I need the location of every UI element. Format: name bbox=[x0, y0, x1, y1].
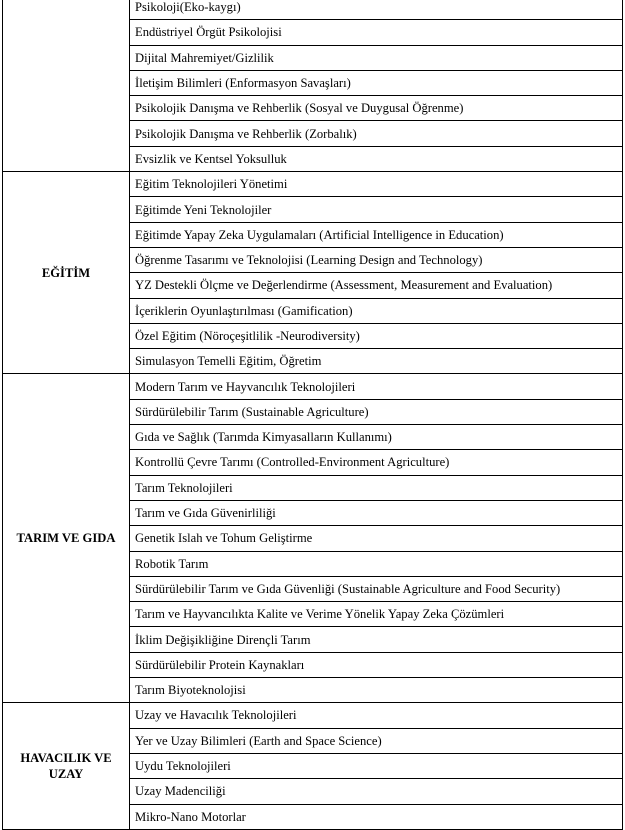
topic-cell: Özel Eğitim (Nöroçeşitlilik -Neurodiversity) bbox=[130, 323, 623, 348]
table-row bbox=[3, 374, 623, 399]
topic-cell: Yer ve Uzay Bilimleri (Earth and Space Science) bbox=[130, 728, 623, 753]
topic-cell: Endüstriyel Örgüt Psikolojisi bbox=[130, 20, 623, 45]
topic-cell: Kontrollü Çevre Tarımı (Controlled-Environment Agriculture) bbox=[130, 450, 623, 475]
topic-cell: Öğrenme Tasarımı ve Teknolojisi (Learning Design and Technology) bbox=[130, 247, 623, 272]
category-cell: HAVACILIK VE UZAY bbox=[3, 703, 130, 829]
topic-cell: İletişim Bilimleri (Enformasyon Savaşları) bbox=[130, 70, 623, 95]
topic-cell: Dijital Mahremiyet/Gizlilik bbox=[130, 45, 623, 70]
topic-cell: YZ Destekli Ölçme ve Değerlendirme (Assessment, Measurement and Evaluation) bbox=[130, 273, 623, 298]
topic-cell: Gıda ve Sağlık (Tarımda Kimyasalların Kullanımı) bbox=[130, 425, 623, 450]
table-row bbox=[3, 0, 623, 20]
topic-cell: İçeriklerin Oyunlaştırılması (Gamification) bbox=[130, 298, 623, 323]
topic-cell: İklim Değişikliğine Dirençli Tarım bbox=[130, 627, 623, 652]
topic-cell: Tarım ve Gıda Güvenirliliği bbox=[130, 500, 623, 525]
topic-cell: Uzay Madenciliği bbox=[130, 779, 623, 804]
topic-cell: Modern Tarım ve Hayvancılık Teknolojileri bbox=[130, 374, 623, 399]
topics-table-body bbox=[3, 0, 623, 829]
topic-cell: Sürdürülebilir Protein Kaynakları bbox=[130, 652, 623, 677]
topic-cell: Uzay ve Havacılık Teknolojileri bbox=[130, 703, 623, 728]
table-row bbox=[3, 703, 623, 728]
topic-cell: Tarım ve Hayvancılıkta Kalite ve Verime Yönelik Yapay Zeka Çözümleri bbox=[130, 602, 623, 627]
topic-cell: Mikro-Nano Motorlar bbox=[130, 804, 623, 829]
topic-cell: Eğitimde Yeni Teknolojiler bbox=[130, 197, 623, 222]
topic-cell: Robotik Tarım bbox=[130, 551, 623, 576]
topic-cell: Simulasyon Temelli Eğitim, Öğretim bbox=[130, 349, 623, 374]
topics-table bbox=[2, 0, 623, 830]
topic-cell: Psikoloji(Eko-kaygı) bbox=[130, 0, 623, 20]
topic-cell: Genetik Islah ve Tohum Geliştirme bbox=[130, 526, 623, 551]
topic-cell: Evsizlik ve Kentsel Yoksulluk bbox=[130, 146, 623, 171]
topic-cell: Uydu Teknolojileri bbox=[130, 753, 623, 778]
topic-cell: Psikolojik Danışma ve Rehberlik (Sosyal ve Duygusal Öğrenme) bbox=[130, 96, 623, 121]
topic-cell: Tarım Biyoteknolojisi bbox=[130, 678, 623, 703]
category-cell: TARIM VE GIDA bbox=[3, 374, 130, 703]
category-cell: EĞİTİM bbox=[3, 172, 130, 374]
topic-cell: Sürdürülebilir Tarım ve Gıda Güvenliği (Sustainable Agriculture and Food Security) bbox=[130, 576, 623, 601]
topic-cell: Eğitimde Yapay Zeka Uygulamaları (Artificial Intelligence in Education) bbox=[130, 222, 623, 247]
category-cell bbox=[3, 0, 130, 172]
topic-cell: Eğitim Teknolojileri Yönetimi bbox=[130, 172, 623, 197]
topic-cell: Sürdürülebilir Tarım (Sustainable Agriculture) bbox=[130, 399, 623, 424]
topic-cell: Tarım Teknolojileri bbox=[130, 475, 623, 500]
table-row bbox=[3, 172, 623, 197]
topic-cell: Psikolojik Danışma ve Rehberlik (Zorbalık) bbox=[130, 121, 623, 146]
